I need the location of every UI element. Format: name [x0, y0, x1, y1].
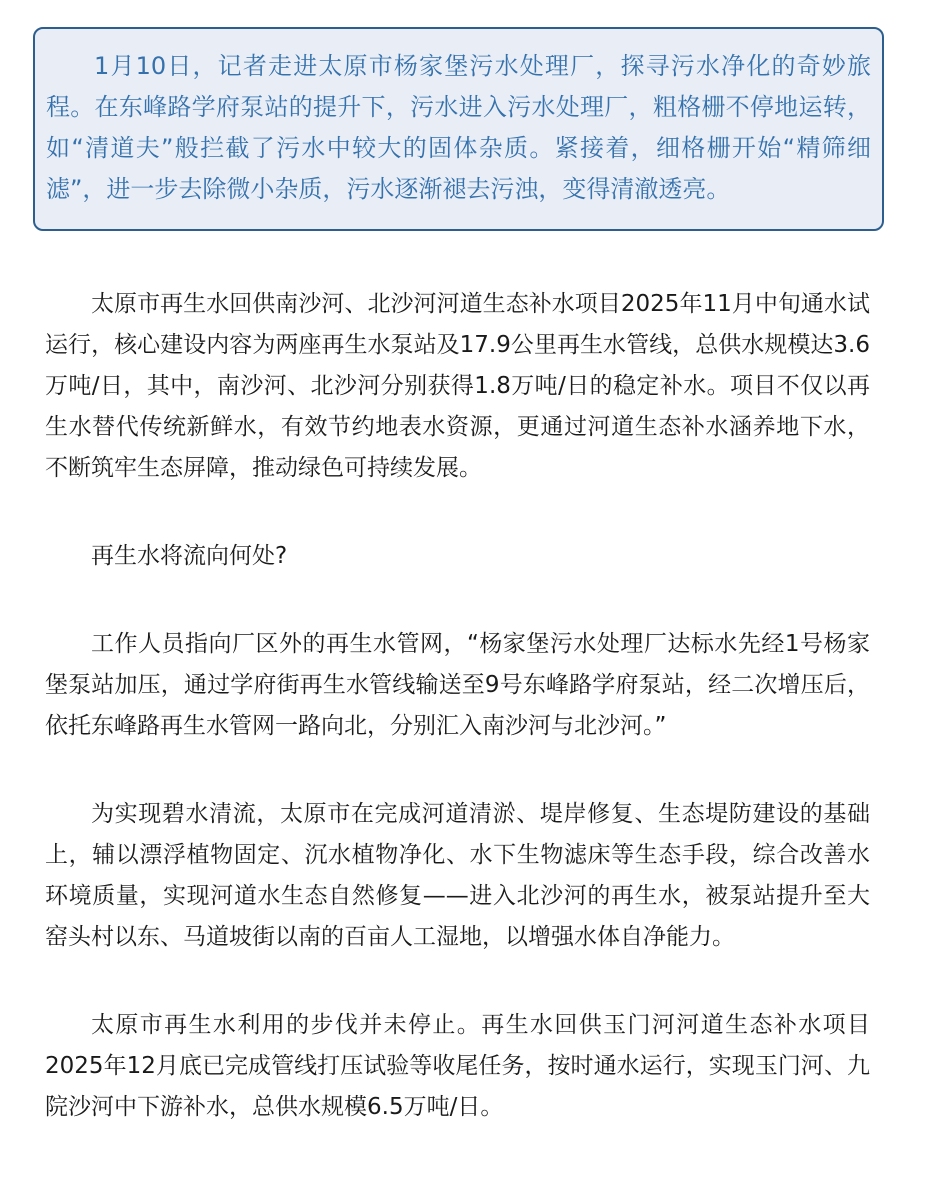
article-paragraph-question: 再生水将流向何处?: [91, 543, 288, 569]
lead-highlight-box: [33, 27, 884, 231]
article-paragraph-pipeline: 工作人员指向厂区外的再生水管网，“杨家堡污水处理厂达标水先经1号杨家堡泵站加压，通过学府街再生水管线输送至9号东峰路学府泵站，经二次增压后，依托东峰路再生水管网一路向北，分别汇入南沙河与北沙河。”: [45, 631, 870, 739]
lead-highlight-text: 1月10日，记者走进太原市杨家堡污水处理厂，探寻污水净化的奇妙旅程。在东峰路学府泵站的提升下，污水进入污水处理厂，粗格栅不停地运转，如“清道夫”般拦截了污水中较大的固体杂质。紧接着，细格栅开始“精筛细滤”，进一步去除微小杂质，污水逐渐褪去污浊，变得清澈透亮。: [46, 52, 871, 203]
article-paragraph-ecology: 为实现碧水清流，太原市在完成河道清淤、堤岸修复、生态堤防建设的基础上，辅以漂浮植物固定、沉水植物净化、水下生物滤床等生态手段，综合改善水环境质量，实现河道水生态自然修复——进入北沙河的再生水，被泵站提升至大窑头村以东、马道坡街以南的百亩人工湿地，以增强水体自净能力。: [45, 801, 870, 950]
article-page: [0, 27, 930, 1177]
article-body: [45, 284, 870, 1128]
article-paragraph-project: 太原市再生水回供南沙河、北沙河河道生态补水项目2025年11月中旬通水试运行，核心建设内容为两座再生水泵站及17.9公里再生水管线，总供水规模达3.6万吨/日，其中，南沙河、北沙河分别获得1.8万吨/日的稳定补水。项目不仅以再生水替代传统新鲜水，有效节约地表水资源，更通过河道生态补水涵养地下水，不断筑牢生态屏障，推动绿色可持续发展。: [45, 291, 870, 481]
article-paragraph-yumenhe: 太原市再生水利用的步伐并未停止。再生水回供玉门河河道生态补水项目2025年12月底已完成管线打压试验等收尾任务，按时通水运行，实现玉门河、九院沙河中下游补水，总供水规模6.5万吨/日。: [45, 1012, 870, 1120]
